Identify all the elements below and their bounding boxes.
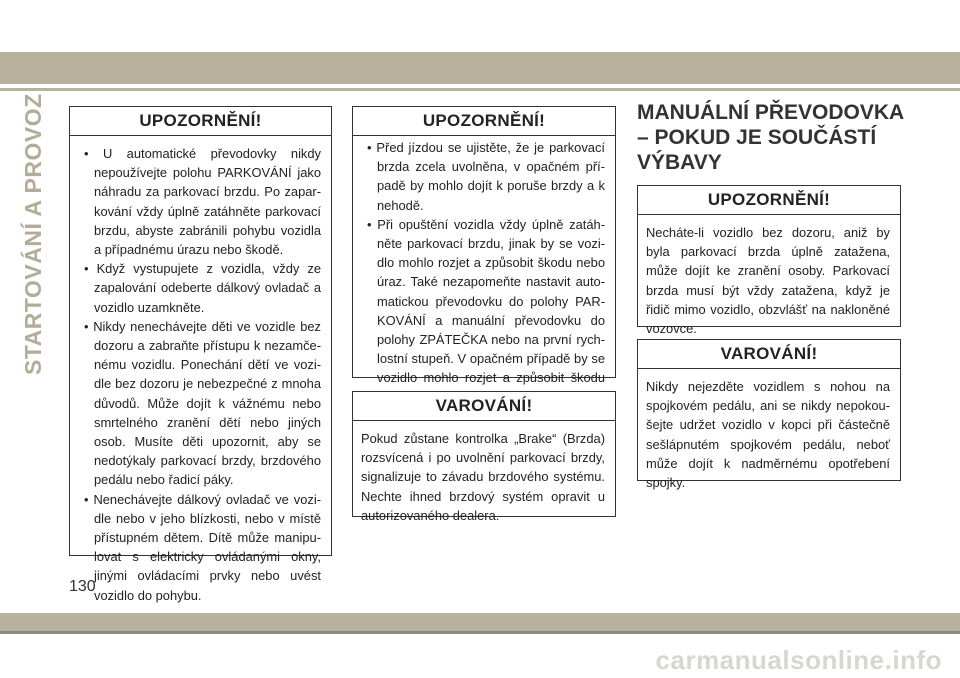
watermark: carmanualsonline.info <box>655 645 942 675</box>
warning-box-brake-light <box>352 391 616 523</box>
caution-list <box>78 144 321 605</box>
chapter-side-title-text: STARTOVÁNÍ A PROVOZ <box>20 93 46 375</box>
caution-heading: UPOZORNĚNÍ! <box>638 186 900 215</box>
warning-box-clutch <box>637 339 901 491</box>
caution-heading: UPOZORNĚNÍ! <box>353 107 615 136</box>
header-rule <box>0 88 960 91</box>
caution-heading: UPOZORNĚNÍ! <box>70 107 331 136</box>
footer-bar <box>0 613 960 631</box>
header-margin <box>0 0 960 52</box>
warning-text: Pokud zůstane kontrolka „Brake“ (Brzda) rozsvícená i po uvolnění parkovací brzdy, signalizuje to závadu brzdového systému. Nechte ihned brzdový systém opravit u autorizovaného dealera. <box>361 431 605 523</box>
header-bar <box>0 52 960 84</box>
list-item: • Při opuštění vozidla vždy úplně zatáhněte parkovací brzdu, jinak by se vozidlo mohlo rozjet a způsobit škodu nebo úraz. Také nezapomeňte nastavit automatickou převodovku do polohy PARKOVÁNÍ a manuální převodovku do polohy ZPÁTEČKA nebo na první rychlostní stupeň. V opačném případě by se vozidlo mohlo rozjet a způsobit škodu <box>361 215 605 407</box>
list-item: • U automatické převodovky nikdy nepoužívejte polohu PARKOVÁNÍ jako náhradu za parkovací brzdu. Po zaparkování vždy úplně zatáhněte parkovací brzdu, abyste zabránili pohybu vozidla a případnému úrazu nebo škodě. <box>78 144 321 259</box>
caution-box-unattended-vehicle <box>637 185 901 337</box>
list-item: • Když vystupujete z vozidla, vždy ze zapalování odeberte dálkový ovladač a vozidlo uzamkněte. <box>78 259 321 317</box>
section-title: MANUÁLNÍ PŘEVODOVKA – POKUD JE SOUČÁSTÍ VÝBAVY <box>637 101 904 174</box>
warning-heading: VAROVÁNÍ! <box>638 340 900 369</box>
caution-box-parking-brake <box>352 106 616 386</box>
page-number: 130 <box>69 578 96 595</box>
footer-rule <box>0 631 960 634</box>
list-item: • Nikdy nenechávejte děti ve vozidle bez dozoru a zabraňte přístupu k nezamčenému vozidlu. Ponechání dětí ve vozidle bez dozoru je nebezpečné z mnoha důvodů. Může dojít k vážnému nebo smrtelného zranění dětí nebo jiných osob. Musíte děti upozornit, aby se nedotýkaly parkovací brzdy, brzdového pedálu nebo řadicí páky. <box>78 317 321 490</box>
list-item: • Nenechávejte dálkový ovladač ve vozidle nebo v jeho blízkosti, nebo v místě přístupném dětem. Dítě může manipulovat s elektricky ovládanými okny, jinými ovládacími prvky nebo uvést vozidlo do pohybu. <box>78 490 321 605</box>
caution-text: Necháte-li vozidlo bez dozoru, aniž by byla parkovací brzda úplně zatažena, může dojít ke zranění osoby. Parkovací brzda musí být vždy zatažena, když je řidič mimo vozidlo, obzvlášť na nakloněné vozovce. <box>646 225 890 337</box>
caution-list <box>361 138 605 407</box>
warning-heading: VAROVÁNÍ! <box>353 392 615 421</box>
list-item: • Před jízdou se ujistěte, že je parkovací brzda zcela uvolněna, v opačném případě by mohlo dojít k poruše brzdy a k nehodě. <box>361 138 605 215</box>
warning-text: Nikdy nejezděte vozidlem s nohou na spojkovém pedálu, ani se nikdy nepokoušejte udržet vozidlo v kopci při částečně sešlápnutém spojkovém pedálu, neboť může dojít k nadměrnému opotřebení spojky. <box>646 379 890 491</box>
